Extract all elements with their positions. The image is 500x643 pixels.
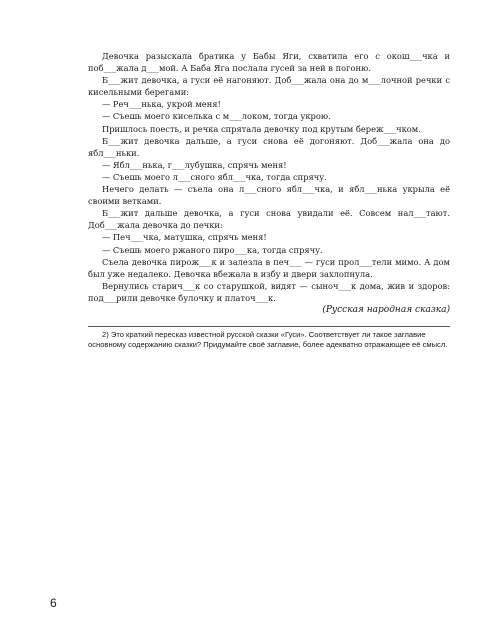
story-paragraph: — Ябл___нька, г___лубушка, спрячь меня! — [102, 159, 287, 170]
task-question: 2) Это краткий пересказ известной русской сказки «Гуси». Соответствует ли такое заглавие основному содержанию сказки? Придумайте своё заглавие, более адекватно отражающее её смысл. — [88, 330, 448, 349]
story-paragraph: Б___жит дальше девочка, а гуси снова увидали её. Совсем нал___тают. Доб___жала девочка до печки: — [88, 208, 450, 231]
page-number: 6 — [50, 596, 57, 610]
story-paragraph: Пришлось поесть, и речка спрятала девочку под крутым береж___чком. — [102, 123, 421, 134]
story-paragraph: Вернулись старич___к со старушкой, видят — сыноч___к дома, жив и здоров: под___рили девочке булочку и платоч___к. — [88, 280, 450, 303]
story-text — [88, 50, 450, 316]
story-source: (Русская народная сказка) — [322, 304, 450, 315]
story-paragraph: Нечего делать — съела она л___сного ябл___чка, и ябл___нька укрыла её своими ветками. — [88, 184, 450, 207]
story-paragraph: Девочка разыскала братика у Бабы Яги, схватила его с окош___чка и поб___жала д___мой. А Баба Яга послала гусей за ней в погоню. — [88, 51, 450, 74]
story-paragraph: Б___жит девочка дальше, а гуси снова её догоняют. Доб___жала она до ябл___ньки. — [88, 135, 450, 158]
story-paragraph: — Съешь моего л___сного ябл___чка, тогда спрячу. — [102, 171, 327, 182]
story-paragraph: — Съешь моего киселька с м___локом, тогда укрою. — [102, 111, 331, 122]
story-paragraph: — Печ___чка, матушка, спрячь меня! — [102, 232, 267, 243]
story-paragraph: Съела девочка пирож___к и залезла в печ___ — гуси прол___тели мимо. А дом был уже недалеко. Девочка вбежала в избу и двери захлопнула. — [88, 256, 450, 279]
story-paragraph: — Съешь моего ржаного пиро___ка, тогда спрячу. — [102, 244, 323, 255]
story-paragraph: — Реч___нька, укрой меня! — [102, 99, 221, 110]
story-paragraph: Б___жит девочка, а гуси её нагоняют. Доб___жала она до м___лочной речки с кисельными берегами: — [88, 75, 450, 98]
section-divider — [88, 326, 450, 327]
